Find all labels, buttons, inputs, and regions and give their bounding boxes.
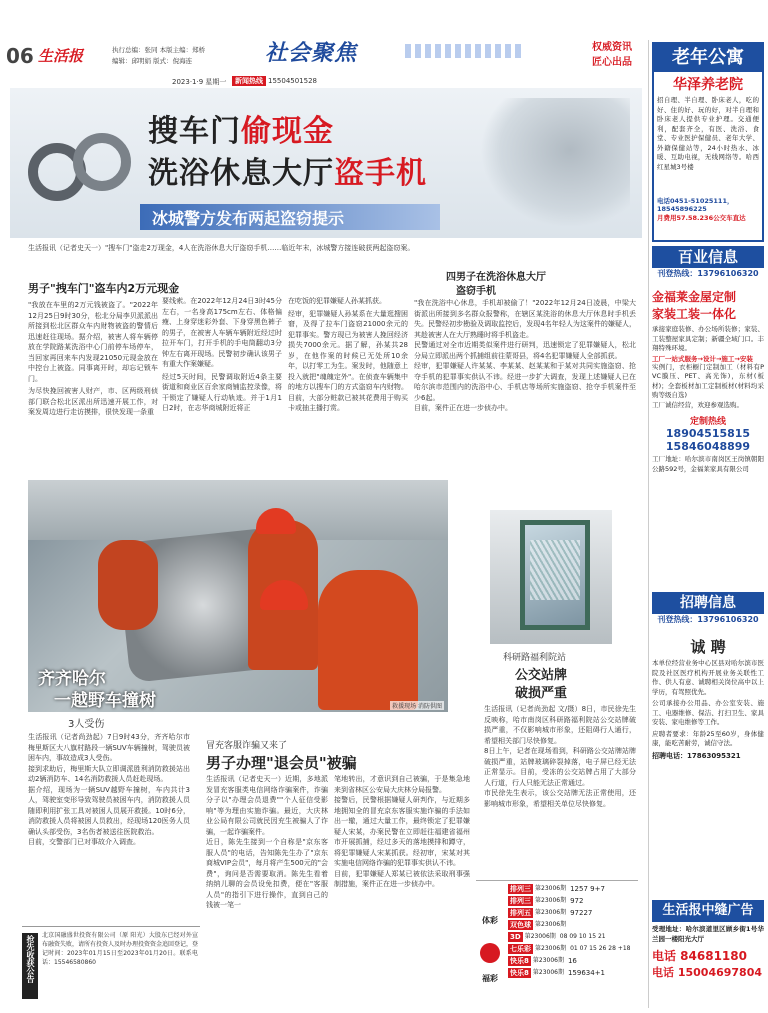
ad-business-info bbox=[652, 246, 764, 284]
story2-body: "我在洗浴中心休息，手机却被偷了！"2022年12月24日凌晨，中梁大街派出所接到多名群众报警称，在辖区某洗浴的休息大厅休息时手机丢失。民警经初步勘验及调取监控后，发现4名年轻人为这案件的嫌疑人，其趁被害人在大厅熟睡时将手机盗走。 民警通过对全市近期类似案件进行研判，迅速锁定了犯罪嫌疑人，松北分局立即派出两个抓捕组前往蒙哥县，将4名犯罪嫌疑人全部抓获。 经审，犯罪嫌疑人许某某、李某某、赵某某和于某对共同实施盗窃、抢夺手机的犯罪事实供认不讳。经进一步扩大调查，发现上述嫌疑人已在哈尔滨市范围内的洗浴中心、手机店等场所实施盗窃、抢夺手机案件至少6起。 目前，案件正在进一步侦办中。 bbox=[414, 299, 636, 412]
lottery-row: 排列三 第23006期 972 bbox=[510, 897, 584, 905]
ad3-title-2: 家装工装一体化 bbox=[652, 307, 737, 321]
story1-head: 男子"拽车门"盗车内2万元现金 bbox=[28, 282, 180, 295]
ad5-tel: 招聘电话：17863095321 bbox=[652, 751, 741, 760]
story1-col1: "我放在车里的2万元钱被盗了。"2022年12月25日9时30分，松北分局李贝派派出所接到松北区群众车内财物被盗的警情后迅速赶往现场。据介绍，被害人将车辆停放在学院路某洗浴中心门前停车场停车，当回家再回来车内发现21050元现金放在中控台上被盗。同事离开时，却忘记锁车门。 为尽快挽回被害人财产，市、区两级刑侦部门联合松北区派出所迅速开展工作，对案发周边进行走访摸排，很快发现一条重 bbox=[28, 301, 158, 416]
firefighter-3 bbox=[98, 540, 158, 630]
lead-subtitle-text: 冰城警方发布两起盗窃提示 bbox=[152, 209, 345, 228]
lottery-row: 快乐8 第23006期 159634+1 bbox=[510, 969, 606, 977]
lottery-row: 双色球 第23006期 bbox=[510, 921, 567, 929]
editor-line-1: 执行总编：张同 本版主编：郑桥 bbox=[112, 46, 206, 54]
lottery-row: 七乐彩 第23006期 01 07 15 26 28 +18 bbox=[510, 945, 631, 953]
firefighter-2 bbox=[318, 570, 418, 710]
fraud-col2: 笔地转出，才意识到自己被骗，于是集急地来到省林区公安局大庆林分局报警。 接警后，民警根据嫌疑人研判作，与近期多地拥知全的冒充京东客服实施诈骗的手法如出一辙，通过大量工作，最终锁定了犯罪嫌疑人宋某，办案民警在立即赶往福建省福州市开展抓捕，经过多天的落地摸排和蹲守，将犯罪嫌疑人宋某抓获。经初审，宋某对其实施电信网络诈骗的犯罪事实供认不讳。 目前，犯罪嫌疑人郑某已被依法采取刑事强制措施，案件正在进一步侦办中。 bbox=[334, 775, 470, 888]
bus-head-1: 公交站牌 bbox=[515, 668, 568, 683]
lottery-sports-label: 体彩 bbox=[482, 916, 498, 925]
ad3-hotline-label: 定制热线 bbox=[689, 417, 726, 427]
ad3-phone-1: 18904515815 bbox=[665, 427, 751, 440]
lottery-rows bbox=[506, 883, 636, 979]
crash-subhead: 3人受伤 bbox=[68, 719, 105, 730]
shadow-figure bbox=[480, 98, 630, 228]
ad2-phone: 刊登热线：13796106320 bbox=[657, 269, 759, 278]
banner-stripes bbox=[405, 44, 525, 58]
bus-kicker: 科研路福利院站 bbox=[503, 653, 567, 663]
masthead bbox=[0, 0, 650, 90]
ad2-title: 百业信息 bbox=[652, 246, 764, 268]
bus-body: 生活报讯（记者尚劲起 文/摄）8日，市民徐先生反映称，哈市南岗区科研路福利院站公交站牌破损严重，不仅影响城市形象，还阻碍行人通行，希望相关部门尽快修复。 8日上午，记者在现场看到，科研路公交站牌站牌破损严重，站牌玻璃碎裂掉落，电子屏已经无法正常显示。目前，受冻的公交站牌占用了大部分人行道，行人只能无法正常通过。 市民徐先生表示，该公交站牌无法正常使用，还影响城市形象，希望相关单位尽快修复。 bbox=[484, 705, 636, 808]
lottery-row: 排列五 第23006期 97227 bbox=[510, 909, 593, 917]
ad1-phone: 电话0451-51025111，18545896225 bbox=[657, 197, 734, 213]
slogan-2: 匠心出品 bbox=[592, 57, 632, 68]
ad1-title: 老年公寓 bbox=[654, 44, 762, 72]
lottery-row: 3D 第23006期 08 09 10 15 21 bbox=[510, 933, 606, 941]
bus-stop-photo bbox=[490, 510, 612, 644]
fraud-col1: 生活报讯（记者史天一）近期，多地派发冒充客服类电信网络诈骗案件，诈骗分子以"办理会员退费""个人征信受影响"等为理由实施诈骗。最近，大庆林业公局有限公司就民因充生被骗人了诈骗，一起诈骗案件。 近日，陈先生接到一个自称是"京东客服人员"的电话，告知陈先生办了"京东商城VIP会员"，每月将产生500元的"会费"，询问是否需要取消。陈先生看着纳纳儿聊的会员设免扣费，便在"客服人员"的指引下进行操作，直到自己的钱被一笔一 bbox=[206, 775, 328, 909]
handcuffs-icon bbox=[28, 123, 138, 213]
ad6-title: 生活报中缝广告 bbox=[652, 900, 764, 922]
ad-recruitment bbox=[652, 592, 764, 630]
ad-elderly-home bbox=[652, 42, 764, 242]
ad6-text: 受理地址：哈尔滨道里区顾乡街1号华兰园一楼阳光大厅 bbox=[652, 925, 764, 943]
paper-name: 生活报 bbox=[38, 47, 84, 65]
ad5-title: 诚 聘 bbox=[690, 638, 726, 656]
ad5-text: 本单位经营业务中心区县对哈尔滨市医院及社区医疗机构开展业务关联性工作、供人有意、诚聘相关岗位高中以上学历，有驾照优先。 bbox=[652, 659, 764, 696]
ad3-text: 承接家庭装修、办公场所装修；家装、工装整屋家具定制；新疆全域门口。丰翔特殊环境。 bbox=[652, 325, 764, 352]
ad-classified bbox=[652, 900, 764, 1006]
ad3-address: 工厂地址：哈尔滨市南岗区王岗镇朝阳公路592号，金福莱家具有限公司 bbox=[652, 455, 764, 473]
slogan-1: 权威资讯 bbox=[592, 42, 632, 53]
crash-body: 生活报讯（记者尚劲起）7日9时43分，齐齐哈尔市梅里斯区大八旗村路段一辆SUV车辆撞树，驾驶员被困车内，事故造成3人受伤。 接到求助后，梅里斯大队立即调派胜利消防救援站出动2辆消防车、14名消防救援人员赶赴现场。 据介绍，现场为一辆SUV越野车撞树，车内共计3人，驾驶室变形导致驾驶员被困车内，消防救援人员随即利用扩张工具对被困人员展开救援。10时6分，消防救援人员将被困人员救出，经现场120医务人员确认头部受伤，3名伤者被送往医院救治。 目前，交警部门已对事故介入调查。 bbox=[28, 733, 190, 846]
ad4-phone: 刊登热线：13796106320 bbox=[657, 615, 759, 624]
photo-credit: 救援现场 消防供图 bbox=[392, 703, 442, 710]
section-title: 社会聚焦 bbox=[265, 41, 358, 66]
ad-hiring bbox=[652, 636, 764, 896]
fraud-kicker: 冒充客服诈骗又来了 bbox=[206, 741, 288, 751]
ad-furniture bbox=[652, 288, 764, 588]
lead-title-line-1: 搜车门偷现金 bbox=[148, 114, 334, 149]
lottery-icon bbox=[480, 943, 500, 963]
ad1-price: 月费用57.58.236公交车直达 bbox=[657, 214, 746, 222]
editor-line-2: 编辑：邱明娟 版式：倪海连 bbox=[112, 57, 193, 65]
rescue-photo bbox=[28, 480, 448, 712]
story1-col3: 在吃饭的犯罪嫌疑人孙某抓获。 经审，犯罪嫌疑人孙某系在大量逛搜困窘，及得了拉车门盗窃21000余元的犯罪事实。警方现已为被害人挽回经济损失7000余元。据了解，孙某共28岁，在他作案的时候已无处所10余年，以打零工为生。案发时，他随意上投入就把"魂魄定外"。在侦查车辆集中的地方以搜车门的方式盗窃车内财物。目前，大部分赃款已被其花费用于购买卡或抽主播打赏。 bbox=[288, 297, 408, 412]
ad6-phone-2: 电话 15004697804 bbox=[652, 966, 763, 979]
ad1-text: 招自理、半自理、卧床老人，吃的好、住的好、玩的好，对半自理和卧床老人提供专业护理。交通便利，配套齐全，有医、洗浴、食堂、专业医护保健员、老年大学、外籍保健站等，24小时热水、冰暖、互助电视，无线网络等。哈西红星城3号楼 bbox=[657, 96, 759, 171]
story1-col2: 要线索。在2022年12月24日3时45分左右，一名身高175cm左右、体格偏瘦、上身穿迷彩外套、下身穿黑色裤子的男子，在被害人车辆车辆附近经过时拉开车门，打开手机的手电筒翻动3分钟左右离开现场。民警初步确认该男子有重大作案嫌疑。 经过5天时间，民警调取附近4条主要街道和商业区百余家商铺监控录像，将干锁定了嫌疑人行动轨迹。并于1月1日2时，在志华商城附近将正 bbox=[162, 297, 282, 412]
notice-tag: 抢先 收获公告 bbox=[22, 933, 38, 999]
lottery-row: 排列三 第23006期 1257 9+7 bbox=[510, 885, 605, 893]
ad3-text-2: 实例门，衣柜橱门定制加工（材料有PVC膜压、PET、高光饰)，东材(板材)；全套板材加工定制板材(材料均采购等级自选) bbox=[652, 362, 764, 399]
photo-overlay-title-1: 齐齐哈尔 bbox=[38, 669, 106, 689]
hotline-label: 新闻热线 bbox=[232, 76, 266, 86]
photo-overlay-title-2: 一越野车撞树 bbox=[54, 691, 156, 711]
ad3-title-1: 金福莱金屋定制 bbox=[652, 290, 737, 304]
ad3-phone-2: 15846048899 bbox=[665, 440, 751, 453]
ad5-text-2: 公司承接办公用品、办公室安装、施工、电器维修、保洁、打扫卫生、家具安装、家电维修等工作。 bbox=[652, 699, 764, 726]
lottery-row: 快乐8 第23006期 16 bbox=[510, 957, 577, 965]
story2-head-2: 盗窃手机 bbox=[456, 286, 496, 297]
ad4-title: 招聘信息 bbox=[652, 592, 764, 614]
ad5-text-3: 应聘者要求：年龄25至60岁，身体健康，能吃苦耐劳，诚信守法。 bbox=[652, 729, 764, 747]
ad6-phone-1: 电话 84681180 bbox=[652, 949, 747, 963]
section-banner bbox=[255, 34, 585, 68]
lottery-box bbox=[476, 880, 638, 1002]
bus-head-2: 破损严重 bbox=[515, 686, 568, 701]
notice-text: 北京国融盛世投资有限公司（原 阳光）大股东已经对外宣布融资失败，请所有投资人及时办理投资资金追回登记，登记时间：2023年01月15日至2023年01月20日。联系电话：15546580860 bbox=[42, 932, 198, 966]
date-line: 2023·1·9 星期一 bbox=[172, 78, 227, 86]
ad3-note: 工厂一站式服务→设计→施工→安装 bbox=[652, 354, 753, 363]
fraud-head: 男子办理"退会员"被骗 bbox=[206, 754, 357, 772]
lottery-welfare-label: 福彩 bbox=[482, 974, 498, 983]
story2-head-1: 四男子在洗浴休息大厅 bbox=[446, 272, 546, 283]
ad1-name: 华泽养老院 bbox=[673, 77, 743, 93]
page-number: 06 bbox=[6, 44, 34, 68]
hotline-number: 15504501528 bbox=[268, 77, 317, 85]
lead-banner bbox=[10, 88, 642, 238]
lead-title-line-2: 洗浴休息大厅盗手机 bbox=[148, 156, 427, 191]
ad3-text-3: 工厂诚信经营，欢迎参观选购。 bbox=[652, 400, 743, 409]
lead-intro: 生活报讯（记者史天一）"搜车门"盗走2万现金，4人在洗浴休息大厅盗窃手机……临近年末，冰城警方接连破获两起盗窃案。 bbox=[28, 244, 415, 252]
notice-box bbox=[22, 926, 200, 1006]
